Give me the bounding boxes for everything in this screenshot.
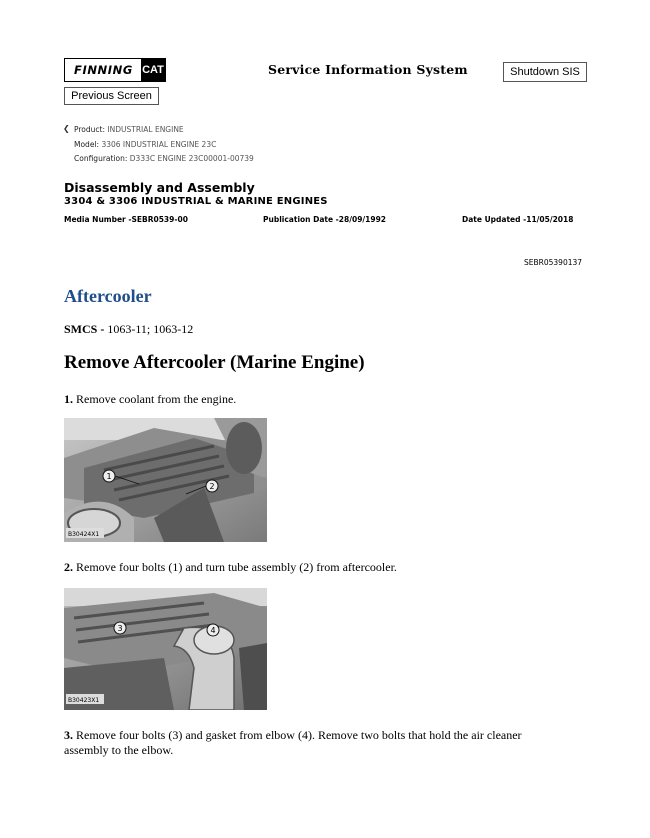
- figure-aftercooler-elbow: [64, 588, 267, 710]
- step-1: [64, 392, 584, 407]
- smcs-value: 1063-11; 1063-12: [104, 322, 194, 336]
- configuration-label: Configuration:: [74, 154, 128, 163]
- smcs-codes: [64, 322, 193, 337]
- previous-screen-button[interactable]: Previous Screen: [64, 87, 159, 105]
- step-text: Remove four bolts (3) and gasket from elbow (4). Remove two bolts that hold the air cleaner assembly to the elbow.: [64, 728, 522, 757]
- media-number: Media Number -SEBR0539-00: [64, 215, 188, 224]
- logo-finning-text: FINNING: [74, 63, 133, 77]
- figure-aftercooler-tube: [64, 418, 267, 542]
- figure-caption: B30424X1: [68, 531, 100, 538]
- configuration-value: D333C ENGINE 23C00001-00739: [129, 154, 254, 163]
- svg-text:2: 2: [209, 482, 215, 491]
- callout-1: [103, 470, 115, 482]
- configuration-line: [74, 154, 254, 163]
- step-text: Remove coolant from the engine.: [73, 392, 237, 406]
- publication-date: Publication Date -28/09/1992: [263, 215, 387, 224]
- step-2: [64, 560, 584, 575]
- step-number: 1.: [64, 392, 73, 406]
- procedure-title: Remove Aftercooler (Marine Engine): [64, 352, 365, 373]
- model-value: 3306 INDUSTRIAL ENGINE 23C: [101, 140, 217, 149]
- callout-4: [207, 624, 219, 636]
- finning-cat-logo: [64, 58, 166, 82]
- product-label: Product:: [74, 125, 106, 134]
- step-number: 2.: [64, 560, 73, 574]
- shutdown-sis-button[interactable]: Shutdown SIS: [503, 62, 587, 82]
- callout-2: [206, 480, 218, 492]
- document-reference: SEBR05390137: [524, 258, 583, 267]
- section-title: Aftercooler: [64, 286, 152, 306]
- product-value: INDUSTRIAL ENGINE: [107, 125, 184, 134]
- date-updated: Date Updated -11/05/2018: [462, 215, 574, 224]
- logo-cat-badge: CAT: [141, 59, 165, 81]
- smcs-label: SMCS -: [64, 322, 105, 336]
- step-number: 3.: [64, 728, 73, 742]
- svg-text:1: 1: [106, 472, 112, 481]
- chevron-left-icon[interactable]: ❮: [63, 124, 70, 133]
- svg-text:4: 4: [210, 626, 216, 635]
- system-title: Service Information System: [268, 62, 468, 77]
- step-3: [64, 728, 564, 758]
- svg-text:3: 3: [117, 624, 123, 633]
- model-label: Model:: [74, 140, 100, 149]
- product-line: [74, 125, 184, 134]
- figure-caption: B30423X1: [68, 697, 100, 704]
- document-title: Disassembly and Assembly: [64, 180, 255, 195]
- model-line: [74, 140, 216, 149]
- document-subtitle: 3304 & 3306 INDUSTRIAL & MARINE ENGINES: [64, 196, 328, 207]
- callout-3: [114, 622, 126, 634]
- step-text: Remove four bolts (1) and turn tube assembly (2) from aftercooler.: [73, 560, 397, 574]
